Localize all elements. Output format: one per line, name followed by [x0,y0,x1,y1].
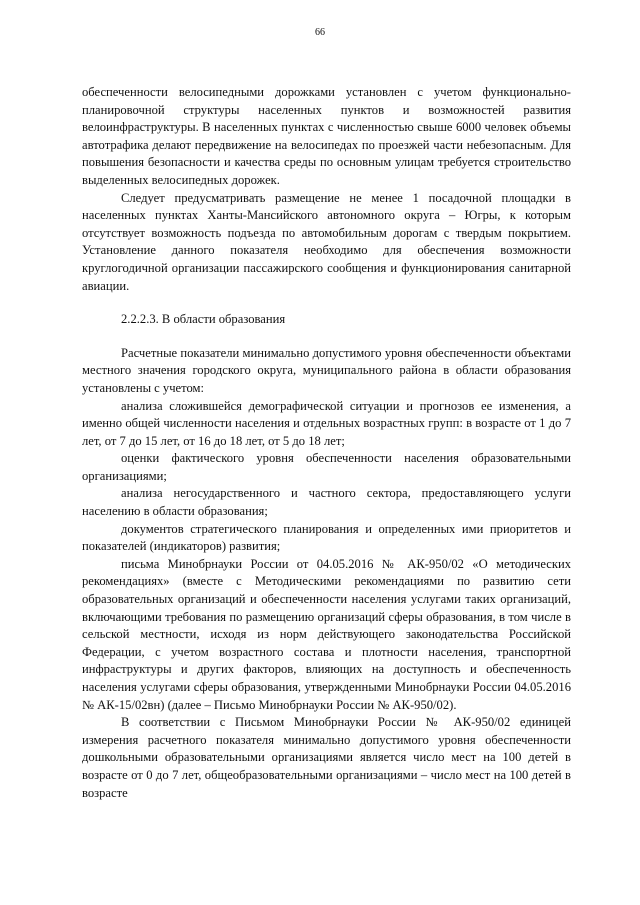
paragraph-unit-of-measure: В соответствии с Письмом Минобрнауки России № АК-950/02 единицей измерения расчетного показателя минимально допустимого уровня обеспеченности дошкольными образовательными организациями является число мест на 100 детей в возрасте от 0 до 7 лет, общеобразовательными организациями – число мест на 100 детей в возрасте [82,715,571,800]
document-body [82,84,571,802]
paragraph-education-intro: Расчетные показатели минимально допустимого уровня обеспеченности объектами местного значения городского округа, муниципального района в области образования установлены с учетом: [82,345,571,395]
list-item-actual-provision: оценки фактического уровня обеспеченности населения образовательными организациями; [82,451,571,483]
list-item-demographic-analysis: анализа сложившейся демографической ситуации и прогнозов ее изменения, а именно общей численности населения и отдельных возрастных групп: в возрасте от 1 до 7 лет, от 7 до 15 лет, от 16 до 18 лет, от 5 до 18 лет; [82,398,571,448]
list-item-strategic-documents: документов стратегического планирования и определенных ими приоритетов и показателей (индикаторов) развития; [82,521,571,554]
paragraph-bicycle-lanes: обеспеченности велосипедными дорожками установлен с учетом функционально-планировочной структуры населенных пунктов и возможностей развития велоинфраструктуры. В населенных пунктах с численностью свыше 6000 человек объемы автотрафика делают передвижение на велосипедах по проезжей части небезопасным. Для повышения безопасности и качества среды по основным улицам требуется строительство выделенных велосипедных дорожек. [82,85,571,187]
list-item-private-sector: анализа негосударственного и частного сектора, предоставляющего услуги населению в области образования; [82,486,571,519]
list-item-ministry-letter: письма Минобрнауки России от 04.05.2016 № АК-950/02 «О методических рекомендациях» (вместе с Методическими рекомендациями по развитию сети образовательных организаций и обеспеченности населения услугами таких организаций, включающими требования по размещению организаций сферы образования, в том числе в сельской местности, исходя из норм действующего законодательства Российской Федерации, с учетом возрастного состава и плотности населения, транспортной инфраструктуры и других факторов, влияющих на доступность и обеспеченность населения услугами сферы образования, утвержденными Минобрнауки России 04.05.2016 № АК-15/02вн) (далее – Письмо Минобрнауки России № АК-950/02). [82,556,571,712]
paragraph-landing-pads: Следует предусматривать размещение не менее 1 посадочной площадки в населенных пунктах Ханты-Мансийского автономного округа – Югры, к которым отсутствует возможность подъезда по автомобильным дорогам с твердым покрытием. Установление данного показателя необходимо для обеспечения возможности круглогодичной организации пассажирского сообщения и функционирования санитарной авиации. [82,190,571,293]
section-heading: 2.2.2.3. В области образования [121,312,286,327]
page-number: 66 [315,27,325,38]
